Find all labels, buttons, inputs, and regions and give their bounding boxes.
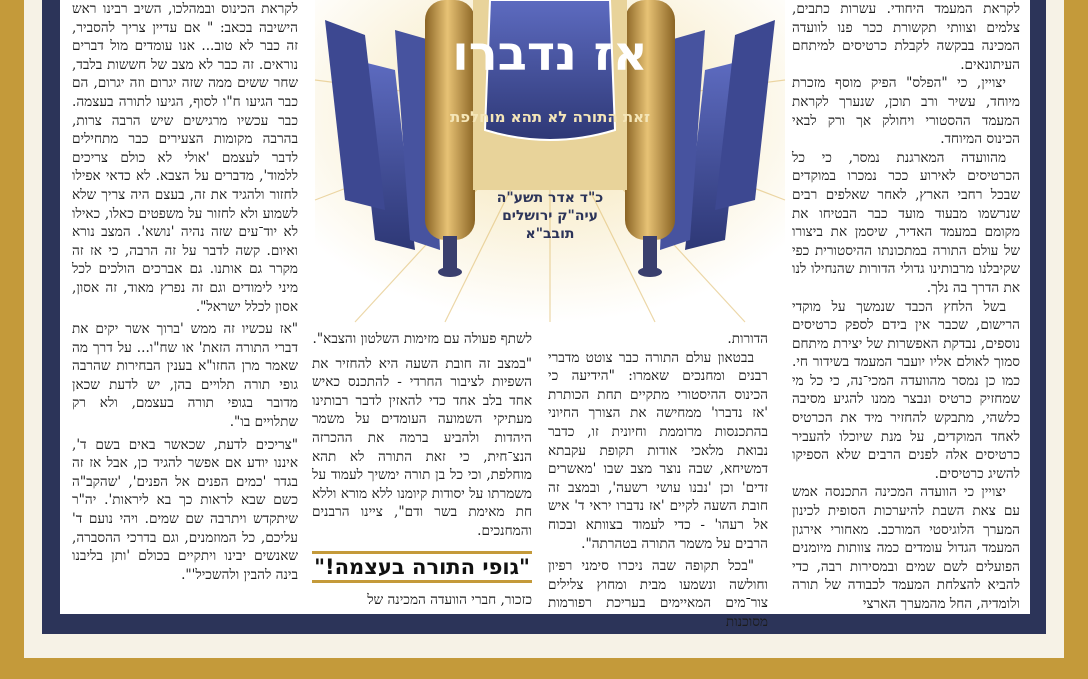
paragraph: "אז עכשיו זה ממש 'ברוך אשר יקים את דברי התורה הזאת' או שח"ו... על דרך מה שאמר מרן החזו"א בענין הבחירות שהרבה גופי תורה תלויים בהן, יש לדעת שכאן מדובר בגופי תורה בעצמם, ולא רק שתלויים בו".: [72, 321, 298, 431]
banner-title: אז נדברו: [452, 26, 648, 82]
paragraph: כזכור, חברי הוועדה המכינה של: [367, 592, 532, 609]
banner-location-suffix: תובב"א: [525, 226, 575, 242]
banner-graphic: [315, 0, 785, 322]
section-heading: "גופי התורה בעצמה!": [312, 551, 532, 584]
article-column-middle-right: [548, 330, 768, 632]
newspaper-page: [60, 0, 1030, 630]
paragraph: יצויין, כי "הפלס" הפיק מוסף מזכרת מיוחד, עשיר ורב תוכן, שנערך לקראת המעמד ההסטורי ויחולק אך ורק לבאי הכינוס המיוחד.: [792, 75, 1020, 148]
paragraph: מהוועדה המארגנת נמסר, כי כל הכרטיסים לאירוע ככר נמכרו במוקדים שבכל רחבי הארץ, לאחר שאלפים רבים שנרשמו מבעוד מועד כבר הבטיחו את מקומם במעמד האדיר, שיסמן את ביצורו של עולם התורה במתכונתו ההיסטורית כפי שקיבלנו מרבותינו גדולי הדורות שהנחילו לנו את הדרך בה נלך.: [792, 149, 1020, 296]
paragraph: יצויין כי הוועדה המכינה התכנסה אמש עם צאת השבת להיערכות הסופית לכינון המערך הלוגיסטי המורכב. מאחורי אירגון המעמד הגדול עומדים כמה צוותות מיומנים הפועלים לשם שמים ובמסירות רבה, כדי להביא להצלחת המעמד לכבודה של תורה ולומדיה, החל מהמערך הארצי: [792, 484, 1020, 612]
article-column-middle-left: [312, 330, 532, 610]
paragraph: "בכל תקופה שבה ניכרו סימני רפיון וחולשה ונשמעו מבית ומחוץ צלילים צור־מים המאיימים בעריכת רפורמות מסוכנות: [548, 558, 768, 630]
paragraph: "צריכים לדעת, שכאשר באים בשם ד', איננו יודע אם אפשר להגיד כן, אבל אז זה בגדר 'כמים הפנים אל הפנים', 'שהקב"ה כשם שבא לראות כך בא ליראות'. יה"ר שיתקדש ויתרבה שם שמים. ויהי נועם ד' עליכם, כל המוזמנים, וגם בדרכי ההסברה, שאנשים יבינו ויתקיים בכולם 'ותן בליבנו בינה להבין ולהשכיל'".: [72, 436, 298, 583]
banner-date: כ"ד אדר תשע"ה: [496, 190, 604, 206]
article-column-right: [792, 0, 1020, 614]
article-column-left: [72, 0, 298, 584]
banner-location: עיה"ק ירושלים: [502, 208, 598, 224]
paragraph: לקראת המעמד היחודי. עשרות כתבים, צלמים וצוותי תקשורת ככר פנו לוועדה המכינה בבקשה לקבלת כרטיסים למיתחם העיתונאים.: [792, 1, 1020, 73]
banner-subtitle: זאת התורה לא תהא מוחלפת: [449, 108, 651, 126]
paragraph: הדורות.: [727, 331, 768, 347]
paragraph: בשל הלחץ הכבד שנמשך על מוקדי הרישום, שכבר אין בידם לספק כרטיסים נוספים, נבדקת האפשרות של יצירת מיתחם סמוך לאולם אליו יועבר המעמד בשידור חי. כמו כן נמסר מהוועדה המכי־נה, כי כל מי שמחזיק כרטיס ונבצר ממנו להגיע מסיבה כלשהי, מתבקש להחזיר מיד את הכרטיס לאחד המוקדים, על מנת שיוכלו להעביר כרטיסים אלה לפנים הרבים שלא הספיקו להשיג כרטיסים.: [792, 298, 1020, 482]
paragraph: לשתף פעולה עם מזימות השלטון והצבא".: [312, 331, 532, 347]
paragraph: "במצב זה חובת השעה היא להחזיר את השפיות לציבור החרדי - להתכנס כאיש אחד בלב אחד כדי להאזין לדבר רבותינו מעתיקי השמועה העומדים על משמר היהדות ולהביע ברמה את ההכרזה הנצ־חית, כי זאת התורה לא תהא מוחלפת, וכי כל בן תורה ימשיך לעמוד על משמרתו על יסודות קיומנו ללא מורא וללא חת מאימת בשר ודם", ציינו הרבנים והמחנכים.: [312, 355, 532, 539]
paragraph: לקראת הכינוס ובמהלכו, השיב רבינו ראש הישיבה בכאב: " אם עדיין צריך להסביר, זה כבר לא טוב... אנו עומדים מול דברים נוראים. זה כבר לא מצב של חששות בלבד, שחר ששים ממה שזה יגרום וזה יגרום, הם כבר הגיעו ח"ו לסוף, הגיעו לתורה בעצמה. כבר עכשיו מרגישים שיש הרבה צרות, בהרבה מקומות הצעירים כבר מתחילים לדבר לעצמם 'אולי לא כולם צריכים ללמוד', מדברים על הצבא. לא כדאי אפילו לחזור ולהגיד את זה, בעצם היה צריך שלא לשמוע ולא לחזור על משפטים כאלו, כאילו לא יוד־עים שזה נהיה 'נושא'. המצב נורא ואיום. קשה לדבר על זה הרבה, כי אז זה מקרר גם אותנו. גם אברכים הולכים לכל מיני לימודים וגם זה נפרץ מאוד, זה אסון, אסון לכלל ישראל".: [72, 1, 298, 315]
paragraph: בבטאון עולם התורה כבר צוטט מדברי רבנים ומחנכים שאמרו: "הידיעה כי הכינוס ההיסטורי מתקיים תחת הכותרת 'אז נדברו' ממחישה את הצורך החיוני בהתכנסות מרוממת וחיונית זו, כדבר נבואת מלאכי אודות תקופת עקבתא דמשיחא, שבה נוצר מצב שבו 'מאשרים זדים' וכן 'נבנו עושי רשעה', ובמצב זה חובת השעה לקיים 'אז נדברו יראי ד' איש אל רעהו' - כדי לעמוד בצוותא ובכוח הרבים על משמר התורה בטהרתה".: [548, 349, 768, 552]
